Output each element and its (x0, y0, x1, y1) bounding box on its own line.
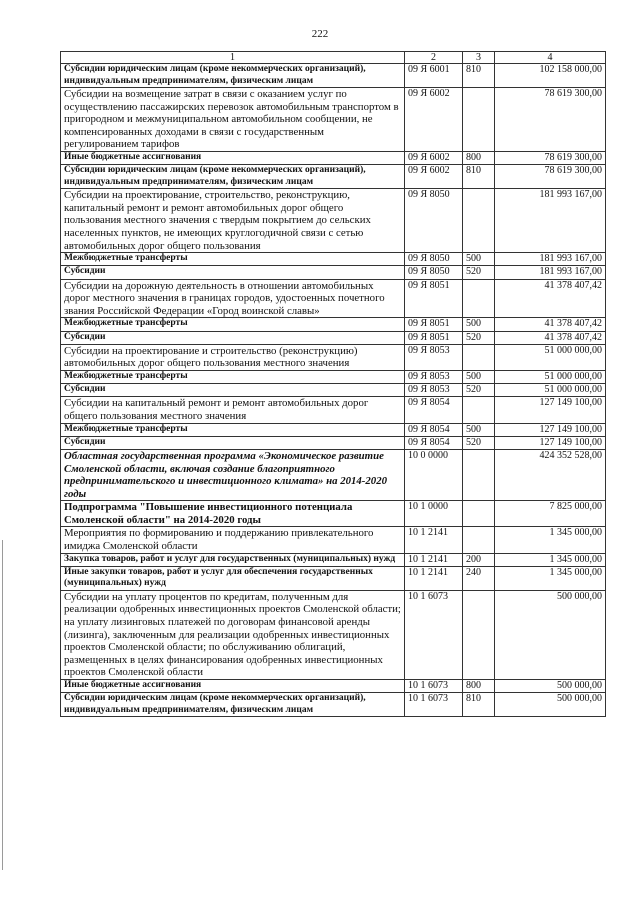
row-code-cell: 09 Я 6002 (405, 88, 463, 152)
table-row (61, 253, 606, 266)
table-row (61, 680, 606, 693)
row-type-cell: 520 (463, 331, 495, 344)
table-row (61, 88, 606, 152)
row-type-cell: 520 (463, 436, 495, 449)
row-code-cell: 09 Я 8051 (405, 331, 463, 344)
scan-margin-line (2, 540, 3, 870)
table-row (61, 165, 606, 189)
row-code-cell: 09 Я 8053 (405, 344, 463, 370)
row-code-cell: 09 Я 6002 (405, 165, 463, 189)
row-type-cell (463, 449, 495, 500)
row-code-cell: 09 Я 8051 (405, 318, 463, 331)
budget-table (60, 51, 606, 717)
row-amount-cell: 127 149 100,00 (495, 423, 606, 436)
row-code-cell: 10 1 2141 (405, 566, 463, 590)
row-code-cell: 10 1 2141 (405, 553, 463, 566)
row-type-cell: 500 (463, 370, 495, 383)
row-type-cell: 810 (463, 693, 495, 717)
row-type-cell: 500 (463, 253, 495, 266)
table-row (61, 64, 606, 88)
row-type-cell: 240 (463, 566, 495, 590)
table-row (61, 266, 606, 279)
row-amount-cell: 424 352 528,00 (495, 449, 606, 500)
row-code-cell: 09 Я 8050 (405, 266, 463, 279)
row-code-cell: 10 1 6073 (405, 693, 463, 717)
row-type-cell: 200 (463, 553, 495, 566)
row-type-cell: 500 (463, 318, 495, 331)
row-type-cell: 500 (463, 423, 495, 436)
row-amount-cell: 7 825 000,00 (495, 501, 606, 527)
table-row (61, 344, 606, 370)
row-amount-cell: 181 993 167,00 (495, 189, 606, 253)
row-amount-cell: 78 619 300,00 (495, 88, 606, 152)
row-name-cell: Субсидии на уплату процентов по кредитам, полученным для реализации одобренных инвестиционных проектов Смоленской области; на уплату лизинговых платежей по договорам финансовой аренды (лизинга), заключенным для реализации одобренных инвестиционных проектов Смоленской области; по обслуживанию облигаций, размещенных в целях финансирования одобренных инвестиционных проектов Смоленской области (61, 590, 405, 679)
row-code-cell: 09 Я 8054 (405, 423, 463, 436)
row-amount-cell: 41 378 407,42 (495, 279, 606, 318)
row-type-cell (463, 501, 495, 527)
row-amount-cell: 78 619 300,00 (495, 165, 606, 189)
row-amount-cell: 41 378 407,42 (495, 331, 606, 344)
row-amount-cell: 51 000 000,00 (495, 384, 606, 397)
row-type-cell: 800 (463, 151, 495, 164)
table-row (61, 318, 606, 331)
row-code-cell: 09 Я 8053 (405, 384, 463, 397)
row-name-cell: Закупка товаров, работ и услуг для государственных (муниципальных) нужд (61, 553, 405, 566)
row-type-cell (463, 344, 495, 370)
table-row (61, 151, 606, 164)
row-amount-cell: 41 378 407,42 (495, 318, 606, 331)
row-type-cell: 810 (463, 165, 495, 189)
row-type-cell (463, 590, 495, 679)
row-amount-cell: 127 149 100,00 (495, 397, 606, 423)
table-row (61, 527, 606, 553)
row-code-cell: 09 Я 8051 (405, 279, 463, 318)
row-code-cell: 10 1 6073 (405, 590, 463, 679)
page-number: 222 (311, 28, 329, 40)
table-row (61, 590, 606, 679)
row-code-cell: 09 Я 8050 (405, 189, 463, 253)
row-amount-cell: 127 149 100,00 (495, 436, 606, 449)
row-code-cell: 09 Я 6002 (405, 151, 463, 164)
row-type-cell: 520 (463, 266, 495, 279)
header-col-3: 3 (463, 52, 495, 64)
row-amount-cell: 500 000,00 (495, 693, 606, 717)
row-name-cell: Субсидии на дорожную деятельность в отношении автомобильных дорог местного значения в границах городов, удостоенных почетного звания Российской Федерации «Город воинской славы» (61, 279, 405, 318)
row-amount-cell: 78 619 300,00 (495, 151, 606, 164)
row-amount-cell: 181 993 167,00 (495, 253, 606, 266)
row-type-cell (463, 88, 495, 152)
row-type-cell: 800 (463, 680, 495, 693)
row-amount-cell: 500 000,00 (495, 590, 606, 679)
header-col-1: 1 (61, 52, 405, 64)
row-amount-cell: 1 345 000,00 (495, 553, 606, 566)
row-amount-cell: 51 000 000,00 (495, 370, 606, 383)
row-name-cell: Межбюджетные трансферты (61, 253, 405, 266)
table-row (61, 370, 606, 383)
row-type-cell: 810 (463, 64, 495, 88)
header-col-2: 2 (405, 52, 463, 64)
row-code-cell: 09 Я 8050 (405, 253, 463, 266)
row-code-cell: 10 1 2141 (405, 527, 463, 553)
row-name-cell: Межбюджетные трансферты (61, 423, 405, 436)
row-name-cell: Субсидии (61, 331, 405, 344)
row-code-cell: 09 Я 6001 (405, 64, 463, 88)
row-name-cell: Субсидии юридическим лицам (кроме некоммерческих организаций), индивидуальным предпринимателям, физическим лицам (61, 64, 405, 88)
row-code-cell: 09 Я 8054 (405, 436, 463, 449)
row-code-cell: 09 Я 8054 (405, 397, 463, 423)
table-row (61, 189, 606, 253)
table-body (61, 64, 606, 717)
row-name-cell: Субсидии юридическим лицам (кроме некоммерческих организаций), индивидуальным предпринимателям, физическим лицам (61, 693, 405, 717)
row-amount-cell: 181 993 167,00 (495, 266, 606, 279)
row-name-cell: Иные бюджетные ассигнования (61, 151, 405, 164)
table-row (61, 693, 606, 717)
row-type-cell (463, 279, 495, 318)
table-row (61, 553, 606, 566)
row-name-cell: Подпрограмма "Повышение инвестиционного потенциала Смоленской области" на 2014-2020 годы (61, 501, 405, 527)
row-name-cell: Субсидии юридическим лицам (кроме некоммерческих организаций), индивидуальным предпринимателям, физическим лицам (61, 165, 405, 189)
table-row (61, 331, 606, 344)
row-type-cell (463, 397, 495, 423)
table-row (61, 423, 606, 436)
row-name-cell: Иные закупки товаров, работ и услуг для обеспечения государственных (муниципальных) нужд (61, 566, 405, 590)
row-name-cell: Межбюджетные трансферты (61, 318, 405, 331)
table-row (61, 501, 606, 527)
row-code-cell: 09 Я 8053 (405, 370, 463, 383)
row-code-cell: 10 0 0000 (405, 449, 463, 500)
table-row (61, 449, 606, 500)
table-row (61, 279, 606, 318)
row-name-cell: Субсидии на капитальный ремонт и ремонт автомобильных дорог общего пользования местного значения (61, 397, 405, 423)
row-name-cell: Межбюджетные трансферты (61, 370, 405, 383)
row-code-cell: 10 1 0000 (405, 501, 463, 527)
row-name-cell: Иные бюджетные ассигнования (61, 680, 405, 693)
table-row (61, 436, 606, 449)
row-name-cell: Субсидии на проектирование и строительство (реконструкцию) автомобильных дорог общего пользования местного значения (61, 344, 405, 370)
row-name-cell: Мероприятия по формированию и поддержанию привлекательного имиджа Смоленской области (61, 527, 405, 553)
table-header-row (61, 52, 606, 64)
row-name-cell: Субсидии на проектирование, строительство, реконструкцию, капитальный ремонт и ремонт автомобильных дорог общего пользования местного значения с твердым покрытием до сельских населенных пунктов, не имеющих круглогодичной связи с сетью автомобильных дорог общего пользования (61, 189, 405, 253)
table-row (61, 397, 606, 423)
row-amount-cell: 500 000,00 (495, 680, 606, 693)
row-amount-cell: 1 345 000,00 (495, 566, 606, 590)
row-type-cell (463, 189, 495, 253)
table-row (61, 566, 606, 590)
row-code-cell: 10 1 6073 (405, 680, 463, 693)
row-type-cell: 520 (463, 384, 495, 397)
row-amount-cell: 1 345 000,00 (495, 527, 606, 553)
header-col-4: 4 (495, 52, 606, 64)
row-name-cell: Субсидии на возмещение затрат в связи с оказанием услуг по осуществлению пассажирских перевозок автомобильным транспортом в пригородном и межмуниципальном автомобильном сообщении, не компенсированных доходами в связи с государственным регулированием тарифов (61, 88, 405, 152)
row-name-cell: Субсидии (61, 436, 405, 449)
row-name-cell: Субсидии (61, 266, 405, 279)
row-amount-cell: 102 158 000,00 (495, 64, 606, 88)
row-amount-cell: 51 000 000,00 (495, 344, 606, 370)
table-row (61, 384, 606, 397)
row-name-cell: Субсидии (61, 384, 405, 397)
row-name-cell: Областная государственная программа «Экономическое развитие Смоленской области, включая создание благоприятного предпринимательского и инвестиционного климата» на 2014-2020 годы (61, 449, 405, 500)
row-type-cell (463, 527, 495, 553)
